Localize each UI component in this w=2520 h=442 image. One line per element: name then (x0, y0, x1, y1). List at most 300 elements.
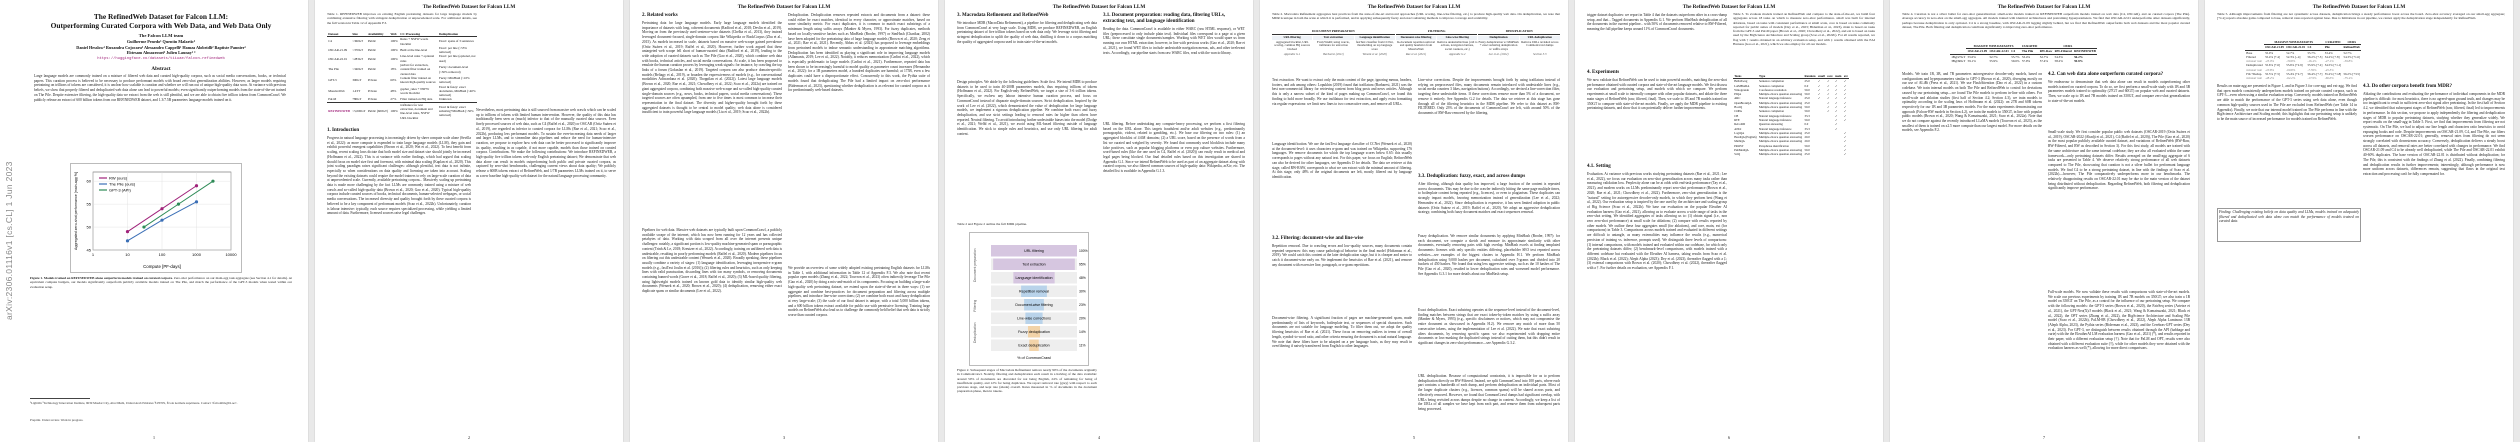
table-1-cell: gopher_rules + NSFW words blocklist (400, 86, 430, 95)
fuzzy-dedup-text: Fuzzy deduplication. We remove similar documents by applying MinHash (Broder, 1997): for each document, we compute a sketch and measure its approximate similarity with other documents, eventually removing pairs with high overlap. MinHash excels at finding templated documents: licenses with only specific entities differing, placeholder SEO text repeated across websites—see examples of the biggest clusters in Appendix H.1. We perform MinHash deduplication using 9,000 hashes per document, calculated over 5-grams and divided into 20 buckets of 450 hashes. We found that using less aggressive settings, such as the 10 hashes of The Pile (Gao et al., 2020), resulted in lower deduplication rates and worsened model performance. See Appendix G.3.1 for more details about our MinHash setup. (1418, 234, 1560, 276)
table-3-cell: ✓ (1827, 79, 1830, 84)
table-3-cell: ✓ (1817, 96, 1821, 101)
table-row (327, 63, 477, 76)
table-1-cell: ~360GT (352, 39, 364, 44)
table-3 (1733, 74, 1849, 157)
affiliations-footnote: ¹LightOn ²Technology Innovation Institute, 9639 Masdar City, Abu Dhabi, United Arab Emirates ³LPENS, École normale supérieure. Contact <falconllm@tii.ae>. (30, 401, 238, 405)
table-4-cell: 59.6% (2011, 58, 2020, 63)
table-4-cell: 55.0% (1967, 54, 1976, 59)
table-3-cell: Sentence completion (1758, 79, 1785, 84)
table-5-cell: 55.7% (2307, 50, 2316, 55)
page-number: 2 (468, 435, 470, 440)
table-3-cell: ReCoRD (1734, 122, 1746, 127)
arxiv-stamp: arXiv:2306.01116v1 [cs.CL] 1 Jun 2023 (4, 161, 14, 320)
table-1-cell: Unknown (438, 97, 452, 102)
table-1-cell: 60% (390, 78, 397, 83)
table-3-header-cell: Type (1758, 74, 1804, 79)
table-5-cell: removal rate (2246, 59, 2262, 64)
funnel-kept-value: 100% (1079, 249, 1088, 253)
table-4-group-cell: CURATED (2021, 44, 2038, 48)
table-3-cell: Question answering (1758, 122, 1783, 127)
table-1-cell: jusText for extraction, content filter trained on curated data (400, 63, 431, 76)
table-1-cell: OSCAR-22.01 (328, 56, 348, 61)
table-5-cell: 54.5% [+1.1] (2324, 63, 2342, 68)
dedup-related-text: Deduplication. Deduplication removes repeated extracts and documents from a dataset: these could either be exact matches, identical in every character, or approximate matches, based on some similarity metric. For exact duplicates, it is common to match exact substrings of a minimum length using suffix arrays (Manber & Myers, 1993). For fuzzy duplicates, methods based on locally-sensitive hashes such as MinHash (Broder, 1997) or SimHash (Charikar, 2002) have been adopted for the pretraining data of large language models (Brown et al., 2020; Zeng et al., 2021; Rae et al., 2021). Recently, Abbas et al. (2023) has proposed to leverage embeddings from pretrained models to imbue semantic understanding in approximate matching algorithms. Deduplication has been identified as playing a significant role in improving language models (Allamanis, 2019; Lee et al., 2022). Notably, it reduces memorization (Carlini et al., 2022), which is especially problematic in large models (Carlini et al., 2021). Furthermore, repeated data has been shown to be increasingly harmful to model quality as parameter count increases (Hernandez et al., 2022): for a 1B parameters model, a hundred duplicates are harmful; at 175B, even a few duplicates could have a disproportionate effect. Concurrently to this work, the Pythia suite of models found that deduplicating The Pile had a limited impact on zero-shot performance (Biderman et al., 2023), questioning whether deduplication is as relevant for curated corpora as it for predominantly web-based datasets. (788, 13, 930, 93)
table-1-cell: Exact: per line (optional, not used) (438, 54, 476, 63)
funnel-stage-label: Exact deduplication (1018, 343, 1050, 348)
table-3-cell: ✓ (1843, 105, 1847, 110)
figure-2-caption: Figure 2. Subsequent stages of Macrodata Refinement remove nearly 90% of the documents originally in CommonCrawl. Notably, filtering and deduplication each result in a halving of the data available: around 50% of documents are discarded for not being English, 24% of remaining for being of insufficient quality, and 12% for being duplicates. We report removal rate (grey) with respect to each previous stage, and kept rate (shade) overall. Rates measured in % of documents in the document preparation phase, then in tokens. (957, 368, 1097, 394)
table-row (327, 76, 477, 85)
table-3-cell: ✓ (1827, 92, 1830, 97)
table-3-cell: Multiple-choice question answering (1758, 130, 1803, 135)
table-3-cell: ✓ (1834, 117, 1838, 122)
table-3-cell: ✓ (1834, 79, 1838, 84)
authors-line-1: Guilherme Penedo¹ Quentin Malartic² (126, 39, 196, 44)
table-5-cell: 52.7% (2286, 50, 2295, 55)
small-scale-text: Small-scale study. We first consider popular public web datasets (OSCAR-2019 (Ortiz Suárez et al., 2019), OSCAR-2022 (Abadji et al., 2021), C4 (Raffel et al., 2020)), The Pile (Gao et al., 2020) as the most popular publicly available curated dataset, and variations of RefinedWeb (RW-Raw, RW-Filtered, and RW as described in Section 3). For this first study, all models are trained with the same architecture and the same internal codebase; they are also all evaluated within the same framework—only pretraining datasets differ. Results averaged on the small-agg aggregate of 6 tasks are presented in Table 4. We observe relatively strong performance of all web datasets compared to The Pile, showcasing that curation is not a silver bullet for performant language models. We find C4 to be a strong pretraining dataset, in line with the findings of Scao et al. (2022b)—however, The Pile comparatively underperforms more in our benchmarks. The relatively disappointing results on OSCAR-22.01 may be due to the main version of the dataset being distributed without deduplication. Regarding RefinedWeb, both filtering and deduplication significantly improve performance. (2048, 130, 2190, 191)
dedup-intro-text: After filtering, although data quality has improved, a large fraction of the content is repeated across documents. This may be due to the crawler indirectly hitting the same page multiple times, to boilerplate content being repeated (e.g., licences), or even to plagiarism. These duplicates can strongly impact models, favoring memorization instead of generalization (Lee et al., 2022; Hernandez et al., 2022). Since deduplication is expensive, it has seen limited adoption in public datasets (Ortiz Suárez et al., 2019; Raffel et al., 2020). We adopt an aggressive deduplication strategy, combining both fuzzy document matches and exact sequences removal. (1418, 182, 1560, 215)
table-5-cell: -16.4% (2307, 59, 2317, 64)
table-3-cell: ✓ (1817, 87, 1821, 92)
table-2-caption: Table 2. Macrodata Refinement aggregates best practices from the state-of-the-art and novel approaches (URL scoring, line-wise filtering, etc.) to produce high-quality web data. On deduplication, we note that MDR is unique in both the scale at which it is performed, and in applying subsequently fuzzy and exact substring methods to improve coverage and scalability. (1272, 12, 1560, 21)
section-4-2-heading: 4.2. Can web data alone outperform curated corpora? (2048, 72, 2164, 77)
table-3-cell: ARC (1734, 96, 1741, 101)
page-number: 5 (1413, 435, 1415, 440)
table-1-cell: 100% (390, 39, 398, 44)
table-3-cell: ✓ (1827, 100, 1830, 105)
table-3-cell: RTE (1734, 117, 1740, 122)
table-3-cell: ✓ (1834, 109, 1838, 114)
table-3-cell: HellaSwag (1734, 79, 1748, 84)
table-5-cell: -60.8% (2286, 67, 2296, 72)
table-1-cell: MassiveWeb (328, 88, 345, 93)
table-3-cell: 33.3 (1804, 113, 1810, 118)
table-3-cell: ✓ (1843, 100, 1847, 105)
table-1-header-cell: Size (351, 32, 367, 37)
table-5-cell: 54.2% [+.8] (2324, 54, 2340, 59)
table-2 (1272, 30, 1560, 74)
funnel-kept-value: 14% (1079, 330, 1086, 334)
table-3-cell: ✓ (1843, 152, 1847, 157)
section-4-3-text: Ablating the contributions and evaluating the performance of individual components in the MDR pipeline is difficult: for most heuristics, there is no agreed-upon ground truth, and changes may be too insignificant to result in sufficient zero-shot signal after pretraining. In the first half of Section 4.2, we identified that subsequent stages of RefinedWeb (raw, filtered, final) led to improvements in performance. In this section, we propose to apply independently the filtering and deduplication stages of MDR to popular pretraining datasets, studying whether they generalize widely. We report results on the small-agg in Table 5. First, we find that improvements from filtering are not systematic. On The Pile, we had to adjust our line length and characters ratio heuristics to avoid expunging books and code. Despite improvements on OSCAR-21.09, C4, and The Pile, our filters worsen performance on OSCAR-22.01; generally, removal rates from filtering do not seem strongly correlated with downstream accuracy. Conversely, deduplication delivers a steady boost across all datasets, and removal rates are better correlated with changes in performance. We find OSCAR-21.09 and C4 to be already well deduplicated, while The Pile and OSCAR-22.01 exhibit 40-60% duplicates. The base version of OSCAR-22.01 is distributed without deduplication; for The Pile, this is consistent with the findings of Zhang et al. (2022). Finally, combining filtering and deduplication results in further improvements; interestingly, although performance is now more uniform across datasets, differences remain, suggesting that flaws in the original text extraction and processing can't be fully compensated for. (2363, 92, 2505, 176)
table-3-cell (1817, 152, 1826, 156)
paper-title (30, 12, 292, 31)
table-3-cell: ✓ (1843, 83, 1847, 88)
table-3-cell: OpenBookQA (1734, 100, 1752, 105)
table-4-cell: 53.4% (2021, 54, 2031, 59)
exact-dedup-text: Exact deduplication. Exact substring operates at the sequence-level instead of the document-level, finding matches between strings that are exact token-by-token matches by using a suffix array (Manber & Myers, 1993) (e.g., specific disclaimers or notices, which may not compromise the entire document as showcased in Appendix H.2). We remove any match of more than 50 consecutive tokens, using the implementation of Lee et al. (2022). We note that exact substring alters documents, by removing specific spans: we also experimented with dropping entire documents or loss-masking the duplicated strings instead of cutting them, but this didn't result in significant changes in zero-shot performance—see Appendix G.3.2. (1418, 308, 1560, 345)
table-3-cell: 50.0 (1804, 148, 1810, 153)
funnel-stage-label: Document-wise filtering (1015, 303, 1053, 307)
y-tick-label: 60 (86, 178, 91, 184)
abstract-text: Large language models are commonly trained on a mixture of filtered web data and curated high-quality corpora, such as social media conversations, books, or technical papers. This curation process is believed to be necessary to produce performant models with broad zero-shot generalization abilities. However, as larger models requiring pretraining on trillions of tokens are considered, it is unclear how scalable is curation and whether we will run out of unique high-quality data soon. At variance with previous beliefs, we show that properly filtered and deduplicated web data alone can lead to powerful models; even significantly outperforming models from the state-of-the-art trained on The Pile. Despite extensive filtering, the high-quality data we extract from the web is still plentiful, and we are able to obtain five trillion tokens from CommonCrawl. We publicly release an extract of 600 billion tokens from our REFINEDWEB dataset, and 1.3/7.5B parameters language models trained on it. (34, 74, 286, 102)
table-3-cell: 50.0 (1804, 105, 1810, 110)
table-3-caption: Table 3. To evaluate models trained on RefinedWeb and compare to the state-of-the-art, we build four aggregates across 18 tasks on which to measure zero-shot performance. small was built for internal ablations, based on tasks with consistent performance at small scale, core is based on tasks commonly reported for public suites of models (Dey et al., 2023; Biderman et al., 2023), main is based on tasks from the GPT-3 and PaLM paper (Brown et al., 2020; Chowdhery et al., 2022), and ext is based on tasks used by the BigScience Architecture and Scaling group (Scao et al., 2022b). For all results reported, we flag with † results obtained in an arbitrary evaluation setup, and with ‡ results obtained with the EAI Harness (Gao et al., 2021), which we also employ for all our models. (1733, 12, 1875, 47)
table-1-cell: REFINEDWEB (327, 102, 351, 120)
table-4-header-cell: OSCAR-22.01 (1989, 49, 2009, 54)
figure-2-svg (970, 233, 1088, 365)
table-2-cell: From WARC using warcio, trafilatura for extraction (1317, 39, 1350, 48)
funnel-axis-label: % of CommonCrawl (1017, 356, 1051, 360)
table-2-column-header: Deduplication (1478, 36, 1518, 40)
table-5-cell: Filt.+Dedup. (2246, 72, 2263, 77)
language-id-text: Language identification. We use the fastText language classifier of CCNet (Wenzek et al., 2020) at the document-level: it uses characters n-gram and was trained on Wikipedia, supporting 176 languages. We remove documents for which the top language scores below 0.65: this usually corresponds to pages without any natural text. For this paper, we focus on English; RefinedWeb can also be derived for other languages, see Appendix D for details. The data we retrieve at this stage, called RW-RAW, corresponds to what we can extract with the minimal amount of filtering. At this stage, only 48% of the original documents are left, mostly filtered out by language identification. (1272, 142, 1412, 179)
table-2-cell: fastText classifier from CCNet, thresholding on top language score (1355, 39, 1394, 52)
table-3-cell: LAMBADA (1734, 83, 1750, 88)
table-1-cell: Exact: per line (~55% removed) (438, 45, 467, 55)
table-2-column-header: URL filtering (1272, 36, 1312, 40)
table-3-cell: ✓ (1834, 83, 1838, 88)
table-2-column-header: Text extraction (1313, 36, 1353, 40)
table-4-header-cell: OSCAR-21.09 (1967, 49, 1988, 54)
page-number: 6 (1728, 435, 1730, 440)
table-1-cell: PaLM (328, 97, 337, 102)
table-3-cell (1826, 152, 1834, 156)
table-4-cell: 59.1% (1967, 58, 1976, 63)
table-3-cell: 25.0 (1804, 100, 1810, 105)
reading-data-text: Reading the data. CommonCrawl is available in either WARC (raw HTML response), or WET files (preprocessed to only include plain text). Individual files correspond to a page at a given URL; these constitute single documents/samples. Working with WET files would spare us from running our own HTML extraction; however, in line with previous works (Gao et al., 2020; Rae et al., 2021), we found WET files to include undesirable navigation menus, ads, and other irrelevant texts. Accordingly, our pipeline starts from raw WARC files, read with the warcio library. (1103, 27, 1245, 55)
table-2-column-header: Document-wise filtering (1396, 36, 1436, 40)
funnel-kept-value: 23% (1079, 303, 1086, 307)
page-6 (1575, 0, 1883, 442)
authors-line-3: Ebtesam Almazrouei² Julien Launay¹ ³ (126, 50, 196, 56)
table-1-cell: Rules + NSFW words blocklist (400, 37, 429, 46)
table-1-header-cell: Deduplication (438, 32, 477, 37)
table-4-header-cell: RW-Raw (2039, 49, 2053, 54)
table-3-cell: ✓ (1834, 92, 1838, 97)
table-3-cell: COPA (1734, 109, 1742, 114)
table-5-cell: -39.8% (2286, 59, 2296, 64)
table-3-cell: HeadQA (English) (1734, 135, 1757, 140)
page-7 (1890, 0, 2198, 442)
title-line-2: Outperforming Curated Corpora with Web Data, and Web Data Only (50, 21, 272, 31)
table-5-cell: Base (2246, 50, 2253, 55)
section-3-text: We introduce MDR (MacroData Refinement), a pipeline for filtering and deduplicating web data from CommonCrawl at very large scale. Using MDR, we produce REFINEDWEB, an English pretraining dataset of five trillion tokens based on web data only. We leverage strict filtering and stringent deduplication to uplift the quality of web data, distilling it down to a corpus matching the quality of aggregated corpora used to train state-of-the-art models. (957, 21, 1097, 44)
table-5-cell: -45.3% (2324, 67, 2334, 72)
table-2-group-header: DEDUPLICATION (1478, 30, 1560, 35)
y-tick-label: 55 (86, 201, 91, 207)
table-3-body (1733, 79, 1849, 157)
table-2-cell: Appendix G.2 (1449, 51, 1466, 56)
table-5-header-cell: C4 (2306, 45, 2323, 50)
table-4-cell: 3B@60GT (1951, 58, 1966, 63)
table-1-cell: Fuzzy: document-level (~30% removed) (438, 65, 469, 74)
table-3-cell: ✓ (1827, 87, 1830, 92)
table-3-cell: SciQ (1734, 152, 1741, 157)
table-5-cell: 55.6% [+.6] (2265, 63, 2280, 68)
funnel-stage-label: Repetition removal (1019, 289, 1049, 294)
table-4-header-row (1950, 49, 2097, 54)
figure-1-caption (30, 276, 292, 289)
table-3-cell: PIQA (1734, 92, 1742, 97)
table-1-cell: 100% (390, 48, 398, 53)
page-1 (0, 0, 308, 442)
table-5-cell: -17.9% (2307, 76, 2317, 81)
table-3-cell: Winogrande (1734, 87, 1749, 92)
table-5-cell: 55.6% [+2.9] (2286, 63, 2303, 68)
evaluation-text: Evaluation. At variance with previous works studying pretraining datasets (Rae et al., 2021; Lee et al., 2022), we focus our evaluation on zero-shot generalization across many tasks rather than measuring validation loss. Perplexity alone can be at odds with end-task performance (Tay et al., 2021), and modern works on LLMs predominantly report zero-shot performance (Brown et al., 2020; Rae et al., 2021; Chowdhery et al., 2022). Furthermore, zero-shot generalization is the "natural" setting for autoregressive decoder-only models, in which they perform best (Wang et al., 2022). Our evaluation setup is inspired by the one used by the architecture and scaling group of Big Science (Scao et al., 2022b). We base our evaluation on the popular Eleuther AI evaluation harness (Gao et al., 2021), allowing us to evaluate across a wide range of tasks in the zero-shot setting. We identified aggregates of tasks allowing us to: (1) obtain signal (i.e., non zero zero-shot performance) at small scale for ablations; (2) compare with results reported by other models. We outline these four aggregates small (for ablations), and core, main, ext (for comparisons) in Table 3. Comparisons across models trained and evaluated in different settings are difficult to untangle, as many externalities may influence the results (e.g., numerical precision of training vs. inference, prompts used). We distinguish three levels of comparisons: (1) internal comparisons, with models trained and evaluated within our codebase, for which only the pretraining datasets differ; (2) benchmark-level comparisons, with models trained with a different codebase but evaluated with the Eleuther AI harness, taking results from Scao et al. (2022b); Black et al. (2022); Aleph Alpha (2023); Dey et al. (2023), thereafter flagged with a ‡; (3) external comparisons with Brown et al. (2020); Chowdhery et al. (2022), thereafter flagged with a †. For further details on evaluation, see Appendix F.1. (1587, 172, 1727, 271)
table-1-cell: Filter trained on HQ data (400, 97, 433, 102)
table-3-header-cell: core (1827, 74, 1833, 78)
table-3-cell: ✓ (1843, 109, 1847, 114)
figure-1-chart (70, 163, 242, 273)
table-3-cell: LogiQA (1734, 130, 1745, 135)
authors-line-2: Daniel Hesslow¹ Ruxandra Cojocaru² Alessandro Cappelli¹ Hamza Alobeidli² Baptiste Pannier¹ (76, 44, 246, 50)
table-3-cell: Paraphrase identification (1758, 143, 1789, 148)
table-5-cell: -25.0% (2265, 59, 2275, 64)
table-4-header-cell: C4 (2010, 49, 2021, 54)
author-list (30, 39, 292, 56)
table-1-cell: Private (367, 88, 377, 93)
preprint-footnote: Preprint. Under review. Work in progress. (30, 418, 84, 422)
section-4-heading: 4. Experiments (1587, 70, 1620, 75)
table-5-caption: Table 5. Although improvements from filtering are not systematic across datasets, deduplication brings a steady performance boost across the board. Zero-shot accuracy averaged on our small-agg aggregate; [+x.x] reports absolute gains compared to base, removal rates reported against base. Due to limitations in our pipeline, we cannot apply the deduplication stage independently for RefinedWeb. (2217, 12, 2505, 21)
table-2-cell: Lee et al. (2022) (1488, 51, 1509, 56)
table-1-cell: Fuzzy: MinHash (~10% removed) (438, 75, 470, 85)
table-1-header-cell: Dataset (327, 32, 351, 37)
table-3-cell: Sentence completion (1758, 83, 1785, 88)
table-3-cell: Natural language inference (1758, 96, 1792, 101)
running-head: The RefinedWeb Dataset for Falcon LLM (1052, 4, 1146, 10)
table-1-cell: OSCAR-21.09 (328, 48, 348, 53)
table-4-header-cell: The Pile (2021, 49, 2039, 54)
pipelines-text: Pipelines for web data. Massive web datasets are typically built upon CommonCrawl, a publicly available scrape of the internet, which has now been running for 12 years and has collected petabytes of data. Working with data scraped from all over the internet presents unique challenges: notably, a significant portion is low-quality machine-generated spam or pornographic content (Trinh & Le, 2018; Kreutzer et al., 2022). Accordingly, training on unfiltered web data is undesirable, resulting in poorly performing models (Raffel et al., 2020). Modern pipelines focus on filtering out this undesirable content (Wenzek et al., 2020). Broadly speaking, these pipelines usually combine a variety of stages: (1) language identification, leveraging inexpensive n-gram models (e.g., fastText Joulin et al. (2016)); (2) filtering rules and heuristics, such as only keeping lines with valid punctuation, discarding lines with too many symbols, or removing documents containing banned words (Grave et al., 2018; Raffel et al., 2020); (3) ML-based quality filtering, using lightweight models trained on known gold data to identify similar high-quality web documents (Wenzek et al., 2020; Brown et al., 2020); (4) deduplication, removing either exact duplicate spans or similar documents (Lee et al., 2022). (642, 228, 782, 294)
funnel-stage-label: URL filtering (1024, 249, 1044, 253)
page-3 (630, 0, 938, 442)
table-1-cell: GPT-3 (328, 78, 337, 83)
table-3-header-cell: main (1834, 74, 1842, 78)
table-5-cell: 52.7% (2343, 50, 2352, 55)
table-1-cell: Exact & fuzzy: exact documents, MinHash (~40% removed) (438, 84, 476, 98)
table-row (1950, 59, 2097, 63)
table-3-cell: 25.0 (1804, 152, 1810, 157)
table-1-cell: 48% (390, 88, 397, 93)
table-3-cell: MathQA (1734, 139, 1745, 144)
table-5-cell: -50.8% (2343, 59, 2353, 64)
running-head: The RefinedWeb Dataset for Falcon LLM (1682, 4, 1776, 10)
table-3-header-cell: ext (1843, 74, 1848, 78)
figure-2-funnel (969, 232, 1089, 366)
table-3-cell: ✓ (1827, 83, 1830, 88)
table-1-cell: Built at the line-level (400, 48, 428, 53)
table-3-cell (1834, 152, 1843, 156)
table-1-cell: 100% (389, 102, 399, 120)
table-5-group-cell: MASSIVE WEB DATASETS (2264, 40, 2324, 45)
table-5-cell: -7.59% (2307, 67, 2317, 72)
table-3-cell: Multiple-choice question answering (1758, 148, 1803, 153)
funnel-kept-value: 48% (1079, 276, 1086, 280)
table-5-cell: -27.1% (2324, 59, 2334, 64)
series-point (142, 225, 145, 228)
table-1-cell: 18% (390, 67, 397, 72)
page-4 (945, 0, 1253, 442)
table-4-cell: 56.2% (2074, 54, 2083, 59)
table-3-cell: ✓ (1843, 139, 1847, 144)
table-4-cell: 1B@27GT (1951, 54, 1966, 59)
table-5-cell: -75.4% (2343, 76, 2353, 81)
table-3-cell: ✓ (1843, 148, 1847, 153)
table-3-cell: Multiple-choice question answering (1758, 139, 1803, 144)
table-3-cell: ✓ (1843, 79, 1847, 84)
table-1-cell: Public (367, 48, 377, 53)
table-3-cell: ANLI (1734, 126, 1742, 131)
x-tick-label: 1000 (192, 252, 201, 257)
table-2-cell: Section 3.3 (1533, 51, 1547, 56)
table-5-header-cell: RefinedWeb (2343, 45, 2360, 50)
table-2-cell: Fuzzy deduplication w/ MinHash + exact substring deduplication w/ suffix arrays (1478, 39, 1519, 52)
table-3-cell: ✓ (1827, 105, 1830, 110)
table-4-cell: 52.7% (2039, 54, 2048, 59)
table-2-cell: Remove undesirable lines (call to actions, navigation buttons, social counters, etc.) (1437, 39, 1478, 52)
funnel-kept-value: 11% (1079, 343, 1086, 348)
figure-1-svg (71, 164, 241, 272)
running-head: The RefinedWeb Dataset for Falcon LLM (1367, 4, 1461, 10)
table-3-cell: ✓ (1843, 143, 1847, 148)
table-1-cell: Exact: spans of 3 sentences (438, 39, 474, 44)
table-row (327, 102, 477, 120)
table-3-cell: Sentence completion (1758, 109, 1785, 114)
table-3-cell: PubMedQA (1734, 148, 1749, 153)
table-1-header-cell: Availability (367, 32, 389, 37)
running-head: The RefinedWeb Dataset for Falcon LLM (737, 4, 831, 10)
series-point (211, 180, 214, 183)
table-4-cell: 54.3% (2054, 54, 2063, 59)
table-3-cell: 0.0 (1804, 122, 1809, 127)
table-3-cell: ✓ (1834, 113, 1838, 118)
table-5-header-cell: OSCAR-22.01 (2286, 45, 2306, 50)
table-2-cell: Appendix G.1 (1283, 51, 1301, 56)
table-2-column-header: Language identification (1355, 36, 1395, 40)
table-3-cell: CB (1734, 113, 1739, 118)
table-row (327, 85, 477, 98)
table-5-body (2245, 50, 2361, 81)
table-5-cell: Deduplicated (2246, 63, 2263, 68)
table-row (327, 46, 477, 55)
x-tick-label: 10 (125, 252, 130, 257)
table-5-cell: 55.4% [+2.7] (2286, 72, 2303, 77)
table-1-cell: Public (367, 56, 377, 61)
table-3-cell: ✓ (1817, 92, 1821, 97)
table-5 (2245, 40, 2361, 81)
table-1-cell: 1.4TT (352, 88, 361, 93)
series-point (126, 239, 129, 242)
funnel-kept-value: 20% (1079, 316, 1086, 321)
table-3-cell: 50.0 (1804, 143, 1810, 148)
table-4-header-cell: REFINEDWEB (2074, 49, 2096, 54)
design-principles-text: Design principles. We abide by the following guidelines: Scale first. We intend MDR to produce datasets to be used to train 40-200B parameters models, thus requiring trillions of tokens (Hoffmann et al., 2022). For English-only RefinedWeb, we target a size of 3-6 trillion tokens. Specifically, we eschew any labour intensive human curation process, and focus on CommonCrawl instead of disparate single-domain sources. Strict deduplication. Inspired by the work of Lee et al. (2022), which demonstrated the value of deduplication for large language models, we implement a rigorous deduplication pipeline. We combine both exact and fuzzy deduplication, and use strict settings leading to removal rates far higher than others have reported. Neutral filtering. To avoid introducing further undesirable biases into the model (Dodge et al., 2021; Welbl et al., 2021), we avoid using ML-based filtering outside of language identification. We stick to simple rules and heuristics, and use only URL filtering for adult content. (957, 80, 1097, 136)
table-5-cell: 56.4% [+.7] (2307, 72, 2323, 77)
figure-1-caption-text: Zero-shot performance on our main-agg task aggregate (see Section 4.1 for details). At equivalent compute budgets, our models significantly outperform publicly available models trained on The Pile, and match the performance of the GPT-3 models when tested within our evaluation setup. (30, 276, 292, 289)
table-3-cell: 25.0 (1804, 79, 1810, 84)
table-4-cell: 55.9% (1989, 58, 1998, 63)
series-point (126, 230, 129, 233)
table-1-cell: Private (367, 78, 377, 83)
table-4-cell: 58.2% (2054, 58, 2063, 63)
table-3-cell: BoolQ (1734, 105, 1743, 110)
table-2-cell: Aggregated blocklist, URL scoring, common HQ sources blocked (1274, 39, 1310, 52)
table-3-cell: ✓ (1843, 135, 1847, 140)
table-3-cell: ✓ (1827, 96, 1830, 101)
table-3-cell: Natural language inference (1758, 126, 1792, 131)
table-4-group-cell: OURS (2039, 44, 2098, 49)
table-2-column-header: URL deduplication (1520, 36, 1560, 40)
table-4 (1950, 44, 2097, 63)
table-1-cell: C4 (328, 39, 332, 44)
table-3-cell: 33.3 (1804, 126, 1810, 131)
table-3-cell: ✓ (1817, 83, 1821, 88)
table-3-cell: ✓ (1827, 109, 1830, 114)
table-3-cell: PROST (1734, 143, 1744, 148)
table-1-cell: Exact & fuzzy: exact substring+MinHash (~50% removed) (438, 102, 477, 120)
table-3-cell: 20.0 (1804, 139, 1810, 144)
table-5-cell: Filtered (2246, 54, 2256, 59)
y-tick-label: 45 (86, 247, 91, 253)
table-1-cell: Public (600GT) (367, 102, 389, 120)
overview-text: We provide an overview of some widely adopted existing pretraining English datasets for LLMs in Table 1, with additional information in Table 12 of Appendix F.3. We also note that recent popular open models (Zhang et al., 2022; Touvron et al., 2023) often indirectly leverage The Pile (Gao et al., 2020) by doing a mix-and-match of its components. Focusing on building a large-scale high-quality web pretraining dataset, we extend upon the state-of-the-art in three ways: (1) we aggregate and combine best-practices for document preparation and filtering across multiple pipelines, and introduce line-wise corrections; (2) we combine both exact and fuzzy deduplication at very large-scale; (3) the scale of our final dataset is unique, with a total 5,000 billion tokens, and a 600 billion tokens extract available for public use with permissive licensing. Training large models on RefinedWeb also lead us to challenge the commonly held belief that web data is strictly worse than curated corpora. (788, 266, 930, 318)
table-3-cell: Multiple-choice question answering (1758, 100, 1803, 105)
table-1-cell: Public (367, 67, 377, 72)
section-1-text: Progress in natural language processing is increasingly driven by sheer compute scale alone (Sevilla et al., 2022): as more compute is expended to train large language models (LLM), they gain and exhibit powerful emergent capabilities (Brown et al., 2020; Wei et al., 2022). To best benefit from scaling, recent scaling laws dictate that both model size and dataset size should jointly be increased (Hoffmann et al., 2022). This is at variance with earlier findings, which had argued that scaling should focus on model size first and foremost, with minimal data scaling (Kaplan et al., 2020). This joint scaling paradigm raises significant challenges: although plentiful, text data is not infinite, especially so when considerations on data quality and licensing are taken into account. Scaling beyond the existing datasets could require the model trainers to rely on large-scale curation of data at unprecedented scale. Currently, available pretraining corpora... Massively scaling up pretraining data is made more challenging by the fact LLMs are commonly trained using a mixture of web crawls and so-called high-quality data (Brown et al., 2020; Gao et al., 2020). Typical high-quality corpora include curated sources of books, technical documents, human-selected webpages, or social media conversations. The increased diversity and quality brought forth by these curated corpora is believed to be a key component of performant models (Scao et al., 2022b). Unfortunately, curation is labour intensive: typically, each source requires specialized processing, while yielding a limited amount of data. Furthermore, licensed sources raise legal challenges. (327, 136, 471, 216)
y-tick-label: 50 (86, 224, 91, 230)
page-number: 4 (1098, 435, 1100, 440)
table-5-header-cell: Pile (2324, 45, 2343, 50)
funnel-stage-label: Text extraction (1022, 262, 1046, 267)
table-3-cell: ✓ (1843, 113, 1847, 118)
section-3-1-heading: 3.1. Document preparation: reading data, filtering URLs, extracting text, and language identification (1103, 13, 1226, 24)
funnel-group-label: Deduplication (973, 322, 977, 344)
section-2-heading: 2. Related works (642, 13, 678, 18)
series-point (160, 219, 163, 222)
results-text: Results on main-agg are presented in Figure 1, and in Figure 3 for core-agg and ext-agg. We find that open models consistently underperform models trained on private curated corpora, such as GPT-3—even when using a similar evaluation setup. Conversely, models trained on RefinedWeb are able to match the performance of the GPT-3 series using web data alone, even though common high-quality sources used in The Pile are excluded from RefinedWeb (see Table 14 in Appendix). Finally, we note that our internal model trained on The Pile performs in line with the BigScience Architecture and Scaling model; this highlights that our pretraining setup is unlikely to be the main source of increased performance for models trained on RefinedWeb. (2217, 84, 2357, 121)
table-5-cell: 55.5% [+.5] (2265, 72, 2280, 77)
table-1-cell: ~340GT (352, 67, 364, 72)
full-scale-text: Full-scale models. We now validate these results with comparisons with state-of-the-art models. We scale our previous experiments by training 1B and 7B models on 350GT; we also train a 1B model on 350GT on The Pile, as a control for the influence of our pretraining setup. We compare with the following models: the GPT-3 series (Brown et al., 2020), the FairSeq series (Artetxe et al., 2021), the GPT-Neo(X)/J models (Black et al., 2021; Wang & Komatsuzaki, 2021; Black et al., 2022), the OPT series (Zhang et al., 2022), the BigScience Architecture and Scaling Pile model (Scao et al., 2022b), PaLM-8B (Chowdhery et al., 2022), Aleph Alpha Luminous 13B (Aleph Alpha, 2023), the Pythia series (Biderman et al., 2023), and the Cerebras-GPT series (Dey et al., 2023). For GPT-3, we distinguish between results obtained through the API (babbage and curie) with the the EleutherAI LM evaluation harness (Gao et al., 2021) (*), and results reported in their paper, with a different evaluation setup (†). Note that for PaLM and OPT, results were also obtained with a different evaluation suite (†), while for other models they were obtained with the evaluation harness as well (*), allowing for more direct comparisons. (2048, 290, 2190, 351)
table-row (2245, 76, 2361, 80)
dataset-link[interactable]: https://huggingface.co/datasets/tiiuae/falcon-refinedweb (97, 57, 225, 61)
table-3-cell: 25.0 (1804, 96, 1810, 101)
page-number: 7 (2043, 435, 2045, 440)
running-head: The RefinedWeb Dataset for Falcon LLM (422, 4, 516, 10)
table-1-cell: Private (367, 97, 377, 102)
table-1-cell: Public (367, 39, 377, 44)
page-number: 1 (153, 435, 155, 440)
table-3-cell: Coreference resolution (1758, 87, 1787, 92)
team-name: The Falcon LLM team (138, 33, 184, 38)
table-1-header-cell: Web (389, 32, 399, 37)
table-1-cell: 300GT (352, 78, 362, 83)
section-3-3-heading: 3.3. Deduplication: fuzzy, exact, and across dumps (1418, 174, 1526, 179)
table-3-cell: ✓ (1843, 96, 1847, 101)
running-head: The RefinedWeb Dataset for Falcon LLM (1997, 4, 2091, 10)
table-4-cell: 55.7% (2011, 54, 2020, 59)
table-1-cell: trafilatura for text extraction, document and line-level rules, NSFW URL blocklist (399, 102, 438, 120)
series-point (195, 184, 198, 187)
table-4-body (1950, 54, 2097, 63)
series-point (177, 203, 180, 206)
table-3-cell: 25.0 (1804, 130, 1810, 135)
table-3-cell: ✓ (1834, 87, 1838, 92)
section-1-heading: 1. Introduction (327, 128, 360, 133)
text-extraction-text: Text extraction. We want to extract only the main content of the page, ignoring menus, headers, footers, and ads among others: Lopukhin (2019) found that trafilatura (Barbaresi, 2021) was the best non-commercial library for retrieving content from blog posts and news articles. Although this is only a narrow subset of the kind of pages making up CommonCrawl, we found this finding to hold more broadly. We use trafilatura for text extraction, and apply extra formatting via regular expressions: we limit new lines to two consecutive ones, and remove all URLs. (1272, 78, 1412, 106)
url-dedup-text: URL deduplication. Because of computational constraints, it is impossible for us to perform deduplication directly on RW-Filtered. Instead, we split CommonCrawl into 100 parts, where each part contains a hundredth of each dump, and perform deduplication on individual parts. Most of the larger duplicate clusters (e.g., licences, common spams) will be shared across parts, and effectively removed. However, we found that CommonCrawl dumps had significant overlap, with URLs being revisited across dumps despite no change in content. Accordingly, we keep a list of the URLs of all samples we have kept from each part, and remove them from subsequent parts being processed. (1418, 374, 1560, 411)
table-2-cell: Rae et al. (2021) (1405, 51, 1427, 56)
abstract-heading: Abstract (151, 66, 171, 72)
table-5-cell: 56.2% [+.5] (2307, 54, 2323, 59)
table-4-caption: Table 4. Curation is not a silver bullet for zero-shot generalization: small-scale models trained on REFINEDWEB outperform models trained on web data (C4, OSCAR), and on curated corpora (The Pile). Average accuracy in zero-shot on the small-agg aggregate. All models trained with identical architectures and pretraining hyperparameters. We find that OSCAR-22.01 underperforms other datasets significantly, perhaps because deduplication is only optional. C4 is a strong baseline, with OSCAR-21.09 lagging slightly behind, but we find that RefinedWeb outperforms both web datasets and the most popular curated dataset, The Pile. Both filtering and deduplication contribute significantly to improving zero-shot performance. (1902, 12, 2190, 29)
table-5-cell: -62.2% (2286, 76, 2296, 81)
table-5-cell: 54.3% [+1.6] (2343, 54, 2360, 59)
